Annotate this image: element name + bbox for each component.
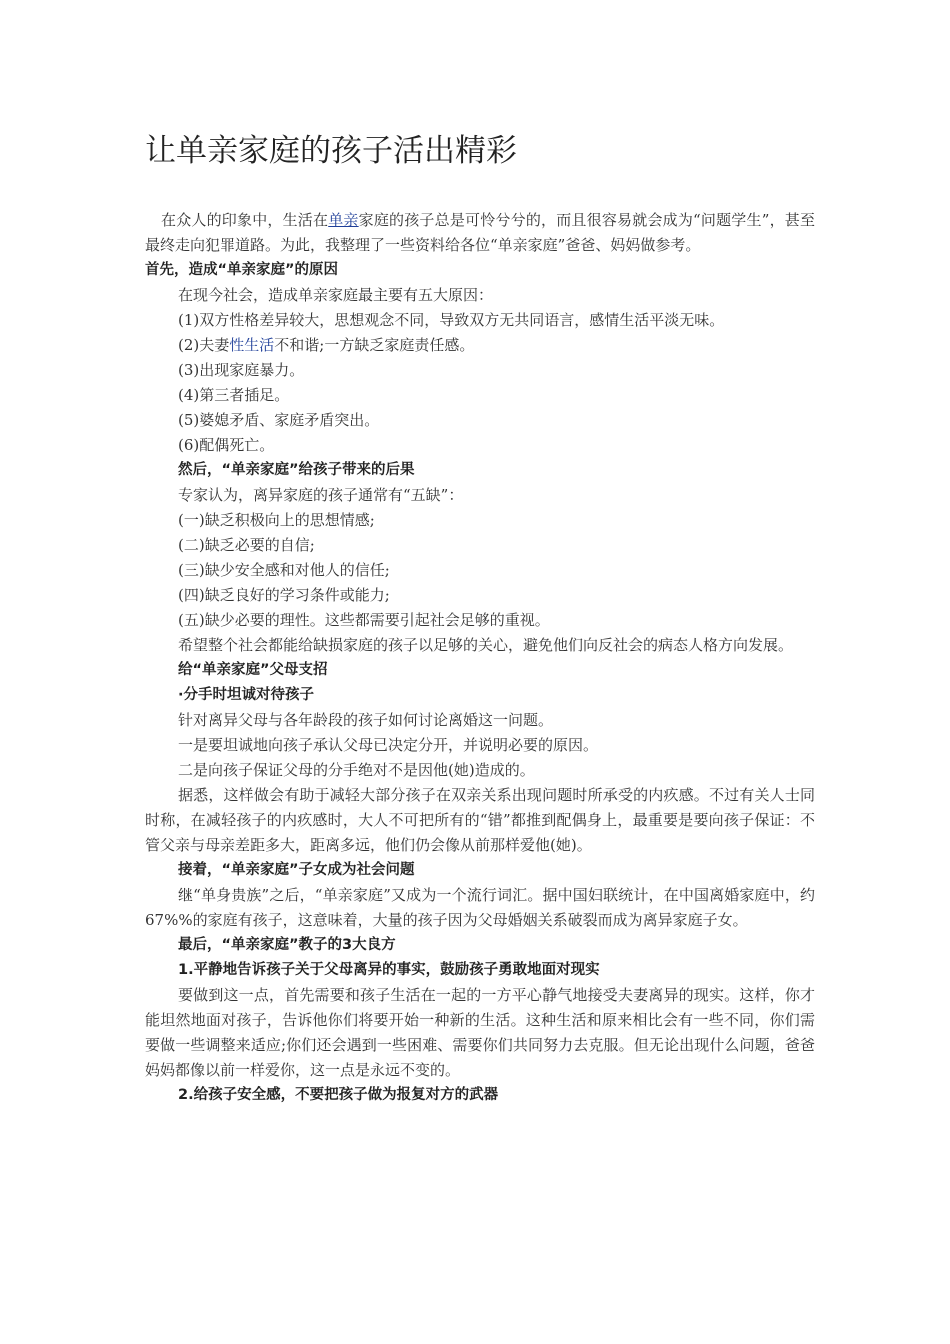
cause-2-post: 不和谐;一方缺乏家庭责任感。 <box>274 336 475 354</box>
intro-text-before: 在众人的印象中，生活在 <box>161 211 329 229</box>
cause-2-pre: (2)夫妻 <box>178 336 230 354</box>
tip-paragraph-1: 针对离异父母与各年龄段的孩子如何讨论离婚这一问题。 <box>178 711 554 729</box>
cause-item-5: (5)婆媳矛盾、家庭矛盾突出。 <box>178 411 380 429</box>
cause-item-4: (4)第三者插足。 <box>178 386 290 404</box>
lack-item-5: (五)缺少必要的理性。这些都需要引起社会足够的重视。 <box>178 611 550 629</box>
tip-paragraph-2: 一是要坦诚地向孩子承认父母已决定分开，并说明必要的原因。 <box>178 736 599 754</box>
cause-item-2 <box>145 333 815 358</box>
cause-item-1: (1)双方性格差异较大，思想观念不同，导致双方无共同语言，感情生活平淡无味。 <box>178 311 725 329</box>
tip-subheading: ·分手时坦诚对待孩子 <box>178 687 315 703</box>
lack-item-4: (四)缺乏良好的学习条件或能力; <box>178 586 390 604</box>
sex-life-link[interactable]: 性生活 <box>229 336 275 354</box>
section-heading-consequences: 然后，“单亲家庭”给孩子带来的后果 <box>178 462 415 478</box>
section-heading-methods: 最后，“单亲家庭”教子的3大良方 <box>178 937 396 953</box>
method-paragraph-1: 要做到这一点，首先需要和孩子生活在一起的一方平心静气地接受夫妻离异的现实。这样，你才能坦然地面对孩子，告诉他你们将要开始一种新的生活。这种生活和原来相比会有一些不同，你们需要做一些调整来适应;你们还会遇到一些困难、需要你们共同努力去克服。但无论出现什么问题，爸爸妈妈都像以前一样爱你，这一点是永远不变的。 <box>145 986 815 1079</box>
article-title: 让单亲家庭的孩子活出精彩 <box>145 133 517 169</box>
intro-paragraph <box>145 208 815 258</box>
section-heading-causes: 首先，造成“单亲家庭”的原因 <box>145 262 339 278</box>
intro-text-after: 家庭的孩子总是可怜兮兮的，而且很容易就会成为“问题学生”，甚至最终走向犯罪道路。为此，我整理了一些资料给各位“单亲家庭”爸爸、妈妈做参考。 <box>145 211 815 254</box>
causes-lead: 在现今社会，造成单亲家庭最主要有五大原因： <box>178 286 494 304</box>
tip-paragraph-4: 据悉，这样做会有助于减轻大部分孩子在双亲关系出现问题时所承受的内疚感。不过有关人士同时称，在减轻孩子的内疚感时，大人不可把所有的“错”都推到配偶身上，最重要是要向孩子保证：不管父亲与母亲差距多大，距离多远，他们仍会像从前那样爱他(她)。 <box>145 786 815 854</box>
section-heading-social-problem: 接着，“单亲家庭”子女成为社会问题 <box>178 862 415 878</box>
lack-item-1: (一)缺乏积极向上的思想情感; <box>178 511 375 529</box>
article <box>145 130 815 1108</box>
social-problem-paragraph: 继“单身贵族”之后，“单亲家庭”又成为一个流行词汇。据中国妇联统计，在中国离婚家庭中，约67%%的家庭有孩子，这意味着，大量的孩子因为父母婚姻关系破裂而成为离异家庭子女。 <box>145 886 815 929</box>
cause-item-3: (3)出现家庭暴力。 <box>178 361 305 379</box>
consequences-lead: 专家认为，离异家庭的孩子通常有“五缺”： <box>178 486 464 504</box>
method-heading-2: 2.给孩子安全感，不要把孩子做为报复对方的武器 <box>178 1087 499 1103</box>
method-heading-1: 1.平静地告诉孩子关于父母离异的事实，鼓励孩子勇敢地面对现实 <box>178 962 600 978</box>
hope-paragraph: 希望整个社会都能给缺损家庭的孩子以足够的关心，避免他们向反社会的病态人格方向发展。 <box>178 636 794 654</box>
lack-item-2: (二)缺乏必要的自信; <box>178 536 315 554</box>
single-parent-link[interactable]: 单亲 <box>328 211 359 229</box>
section-heading-tips: 给“单亲家庭”父母支招 <box>178 662 328 678</box>
tip-paragraph-3: 二是向孩子保证父母的分手绝对不是因他(她)造成的。 <box>178 761 535 779</box>
cause-item-6: (6)配偶死亡。 <box>178 436 275 454</box>
lack-item-3: (三)缺少安全感和对他人的信任; <box>178 561 390 579</box>
